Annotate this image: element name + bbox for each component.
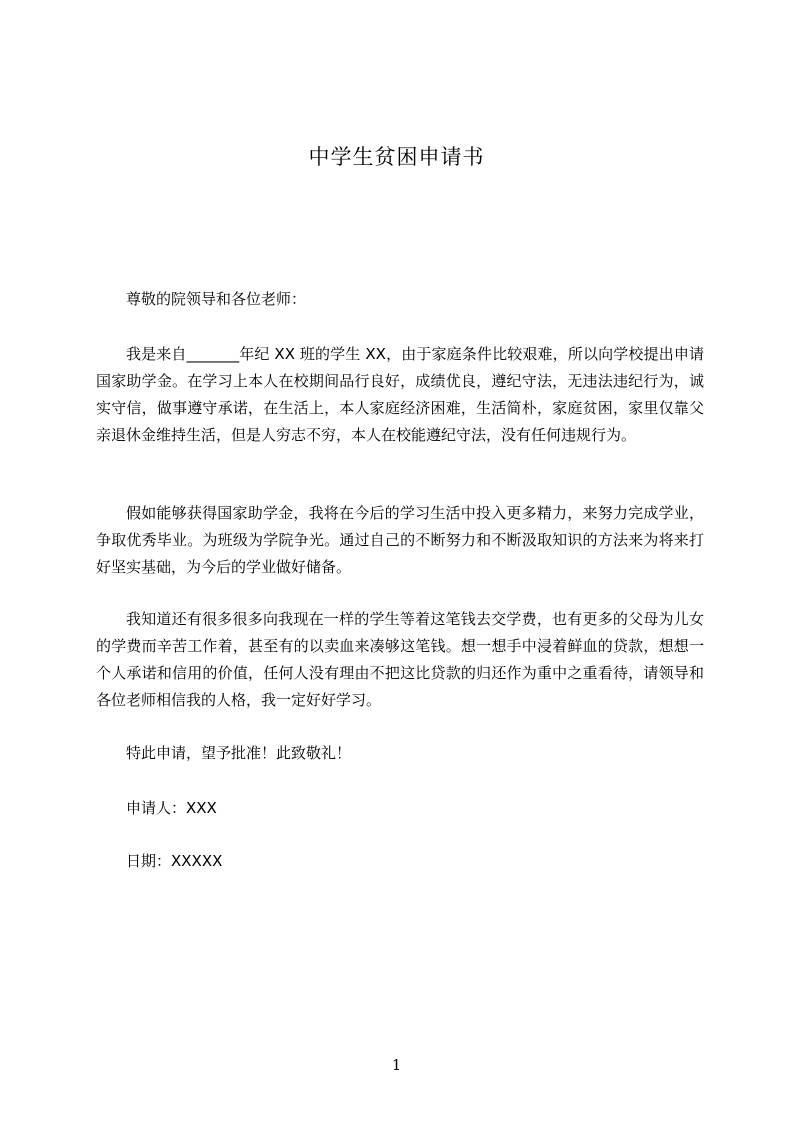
closing-text: 特此申请，望予批准！此致敬礼！ [126,744,352,762]
paragraph-text: 我知道还有很多很多向我现在一样的学生等着这笔钱去交学费，也有更多的父母为儿女的学费而辛苦工作着，甚至有的以卖血来凑够这笔钱。想一想手中浸着鲜血的贷款，想想一个人承诺和信用的价值，任何人没有理由不把这比贷款的归还作为重中之重看待，请领导和各位老师相信我的人格，我一定好好学习。 [96,610,704,709]
body-paragraph-3 [96,606,704,714]
closing [96,740,704,767]
body-paragraph-1 [96,341,704,449]
page-number: 1 [391,1056,402,1074]
date-line [96,848,704,875]
applicant-signature [96,795,704,822]
salutation [96,286,704,313]
date-text: 日期：XXXXX [126,852,223,870]
document-title: 中学生贫困申请书 [308,145,485,169]
applicant-text: 申请人：XXX [126,799,217,817]
paragraph-text: 我是来自_______年纪 XX 班的学生 XX，由于家庭条件比较艰难，所以向学校提出申请国家助学金。在学习上本人在校期间品行良好，成绩优良，遵纪守法，无违法违纪行为，诚实守信，做事遵守承诺，在生活上，本人家庭经济困难，生活简朴，家庭贫困，家里仅靠父亲退休金维持生活，但是人穷志不穷，本人在校能遵纪守法，没有任何违规行为。 [96,345,704,444]
paragraph-text: 假如能够获得国家助学金，我将在今后的学习生活中投入更多精力，来努力完成学业，争取优秀毕业。为班级为学院争光。通过自己的不断努力和不断汲取知识的方法来为将来打好坚实基础，为今后的学业做好储备。 [96,504,704,576]
salutation-text: 尊敬的院领导和各位老师： [126,290,307,308]
body-paragraph-2 [96,500,704,581]
